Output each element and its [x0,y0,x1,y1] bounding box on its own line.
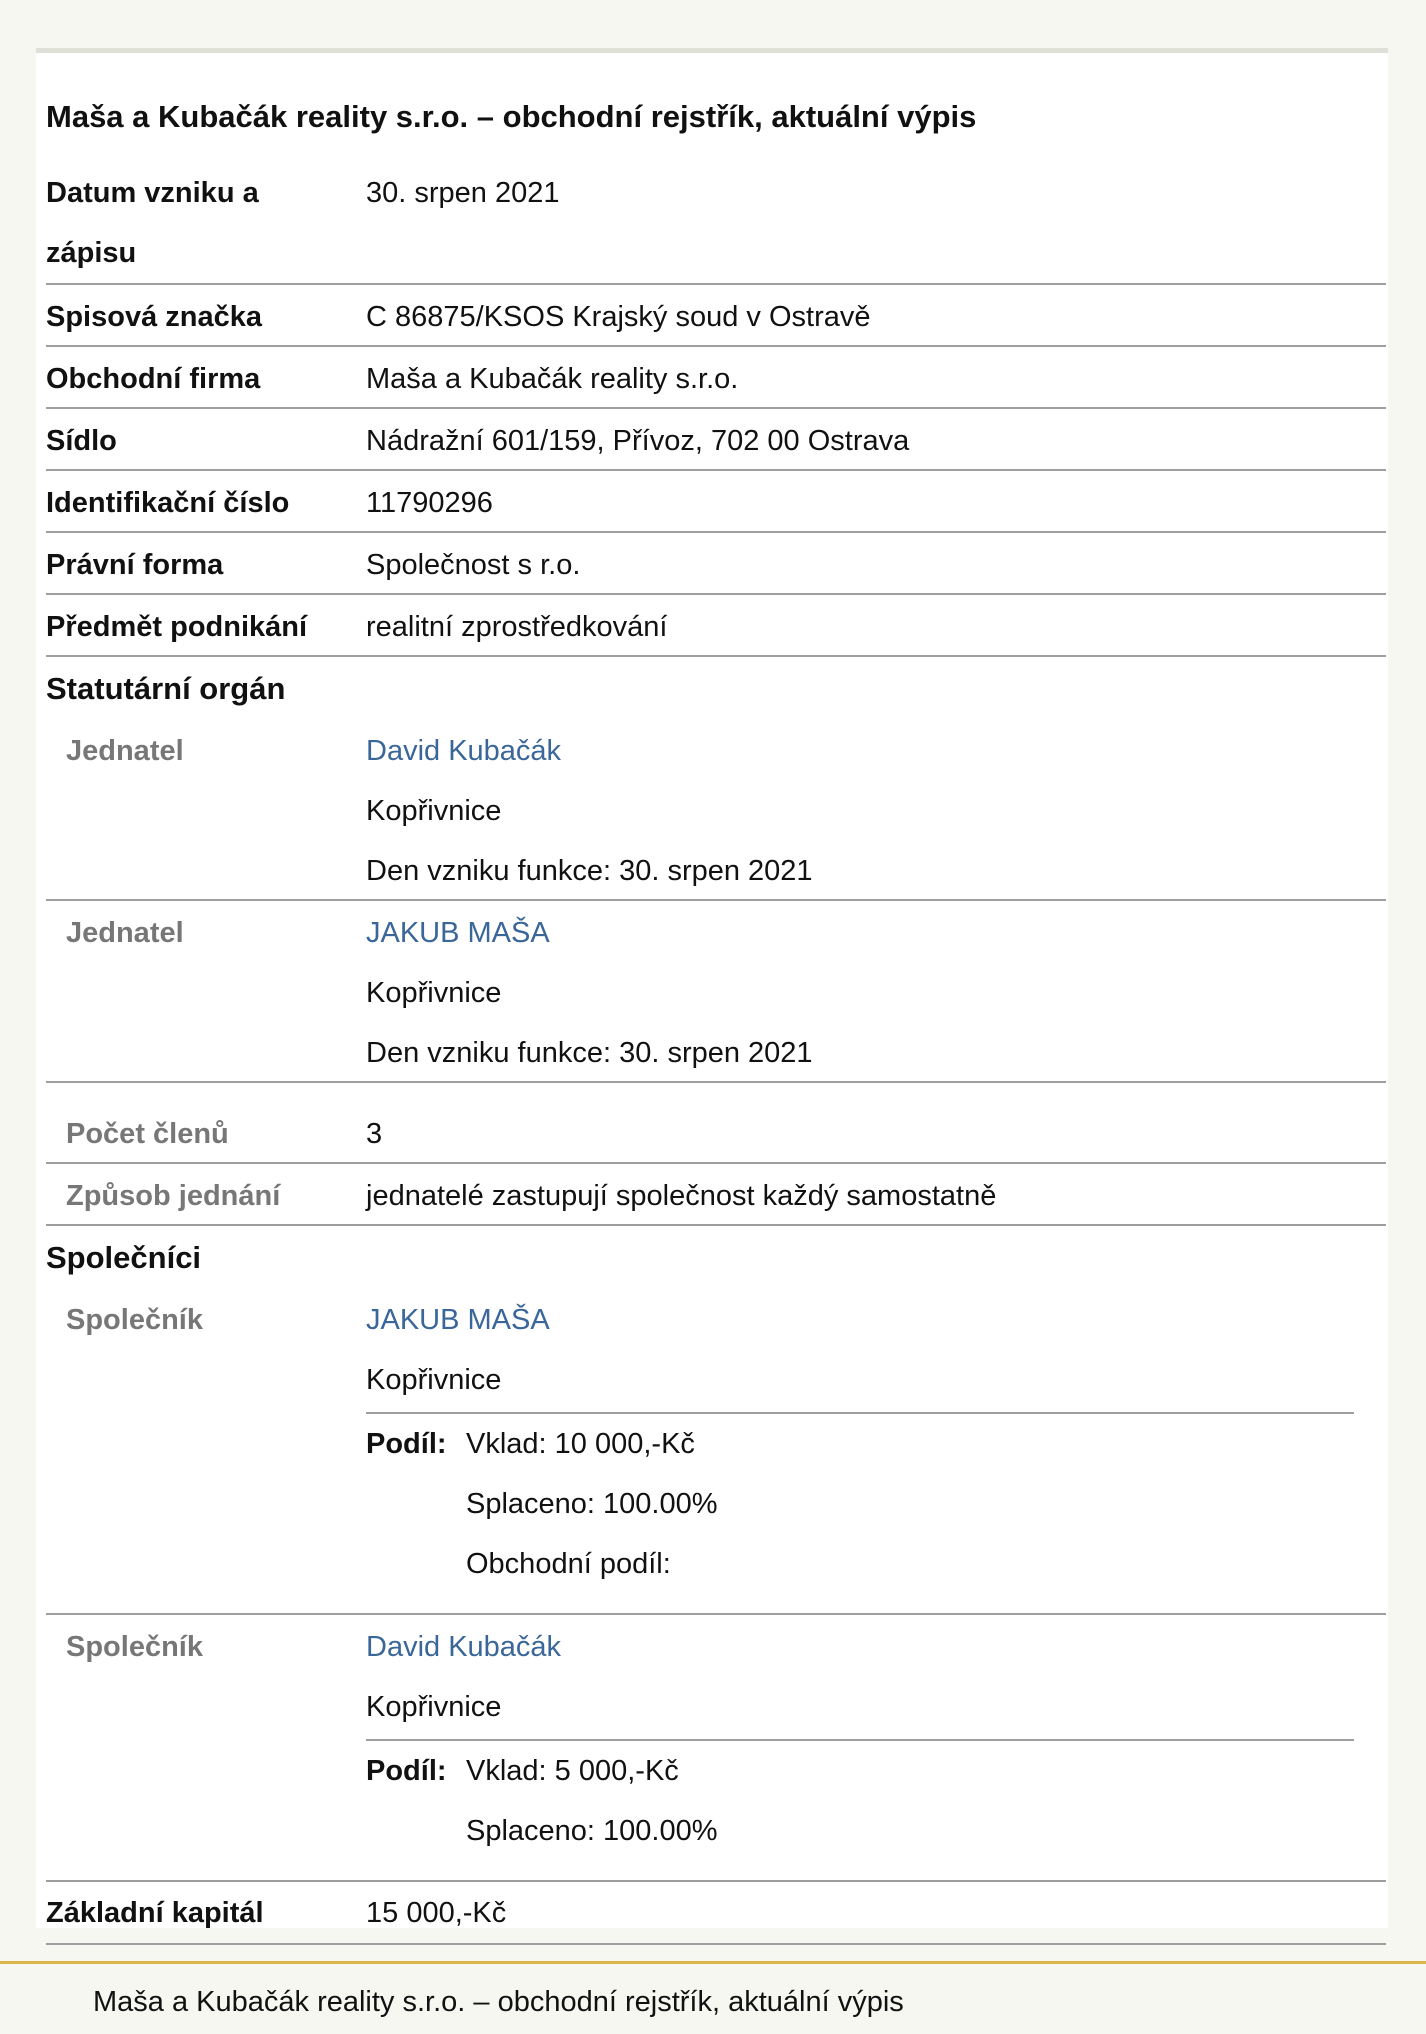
row-label: Datum vzniku a zápisu [46,177,259,269]
row-value: Společnost s r.o. [366,549,581,581]
row-manner-of-acting [46,1166,1386,1226]
statutory-member [46,903,1386,1083]
row-value: realitní zprostředkování [366,611,668,643]
row-seat [46,411,1386,471]
member-city: Kopřivnice [366,977,502,1009]
row-id-number [46,473,1386,533]
row-label: Způsob jednání [66,1180,281,1212]
row-file-number [46,287,1386,347]
partner-city: Kopřivnice [366,1364,502,1396]
row-value: Nádražní 601/159, Přívoz, 702 00 Ostrava [366,425,910,457]
row-label: Identifikační číslo [46,487,290,519]
member-name-link[interactable]: JAKUB MAŠA [366,917,550,949]
row-value: jednatelé zastupují společnost každý samostatně [366,1180,997,1212]
page-title: Maša a Kubačák reality s.r.o. – obchodní rejstřík, aktuální výpis [46,99,977,134]
row-label: Právní forma [46,549,224,581]
footer-rule [0,1961,1426,1964]
row-member-count [46,1104,1386,1164]
member-since: Den vzniku funkce: 30. srpen 2021 [366,855,813,887]
row-value: 30. srpen 2021 [366,177,560,209]
member-since: Den vzniku funkce: 30. srpen 2021 [366,1037,813,1069]
row-capital [46,1883,1386,1945]
share-label: Podíl: [366,1755,447,1787]
row-business-subject [46,597,1386,657]
section-statutory: Statutární orgán [46,671,286,706]
register-card [36,53,1388,1928]
partner-item [46,1617,1386,1882]
share-label: Podíl: [366,1428,447,1460]
share-deposit: Vklad: 5 000,-Kč [466,1755,679,1787]
member-role: Jednatel [66,735,184,767]
row-label: Obchodní firma [46,363,261,395]
row-value: 15 000,-Kč [366,1897,507,1929]
row-legal-form [46,535,1386,595]
row-label: Sídlo [46,425,117,457]
partner-name-link[interactable]: JAKUB MAŠA [366,1304,550,1336]
share-deposit: Vklad: 10 000,-Kč [466,1428,695,1460]
business-share: Obchodní podíl: [466,1548,671,1580]
row-label: Předmět podnikání [46,611,308,643]
row-company-name [46,349,1386,409]
partner-name-link[interactable]: David Kubačák [366,1631,562,1663]
row-value: Maša a Kubačák reality s.r.o. [366,363,739,395]
member-name-link[interactable]: David Kubačák [366,735,562,767]
share-paid: Splaceno: 100.00% [466,1815,718,1847]
partner-role: Společník [66,1631,203,1663]
row-label: Základní kapitál [46,1897,264,1929]
footer-text: Maša a Kubačák reality s.r.o. – obchodní rejstřík, aktuální výpis [93,1986,904,2018]
share-paid: Splaceno: 100.00% [466,1488,718,1520]
statutory-member [46,721,1386,901]
section-partners: Společníci [46,1240,202,1275]
row-value: 11790296 [366,487,493,519]
partner-role: Společník [66,1304,203,1336]
member-role: Jednatel [66,917,184,949]
row-label: Spisová značka [46,301,262,333]
partner-city: Kopřivnice [366,1691,502,1723]
member-city: Kopřivnice [366,795,502,827]
row-date [46,163,1386,285]
partner-item [46,1290,1386,1615]
row-value: 3 [366,1118,383,1150]
row-value: C 86875/KSOS Krajský soud v Ostravě [366,301,871,333]
row-label: Počet členů [66,1118,229,1150]
